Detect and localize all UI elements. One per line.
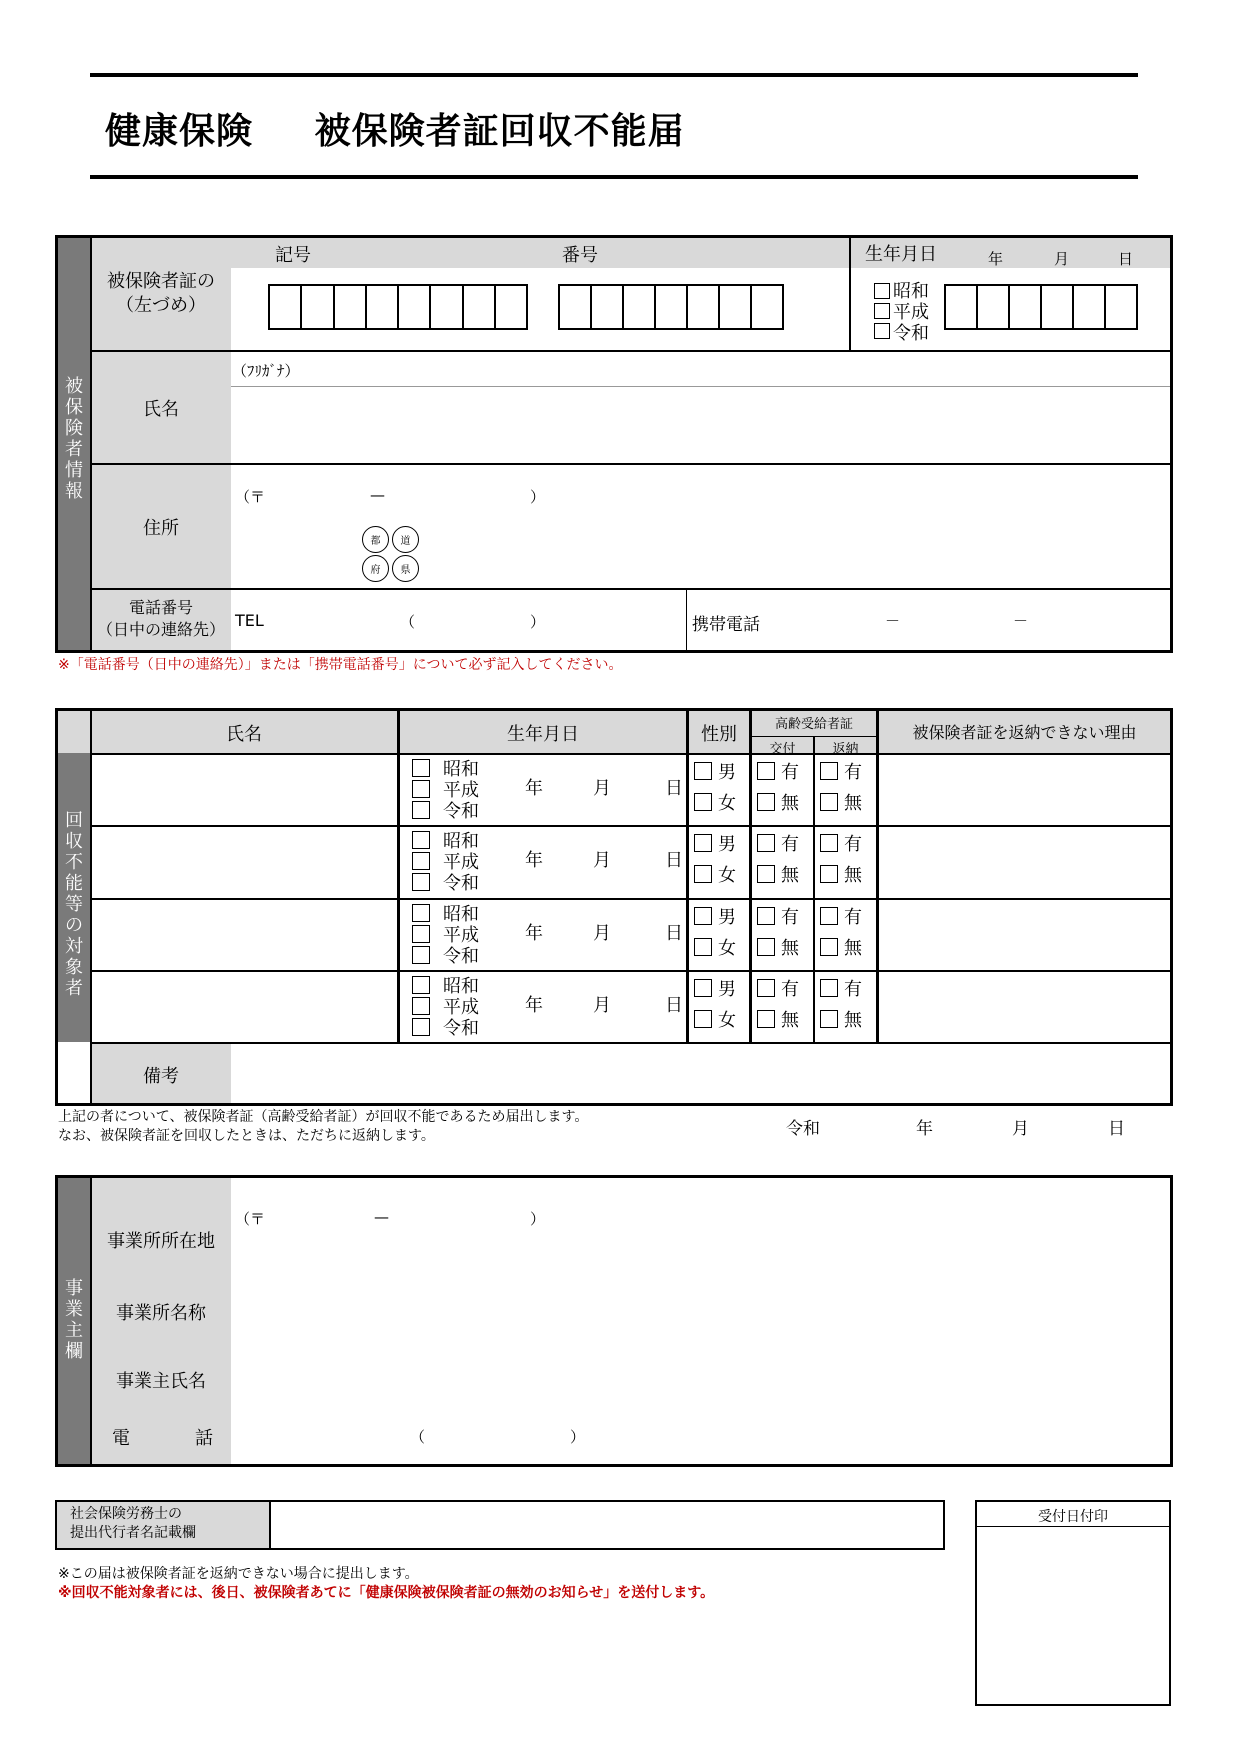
office-name-label: 事業所名称 bbox=[116, 1303, 206, 1324]
col-return-header: 返納 bbox=[832, 742, 859, 757]
note-2: ※回収不能対象者には、後日、被保険者あてに「健康保険被保険者証の無効のお知らせ」を送付します。 bbox=[58, 1585, 715, 1601]
male-checkbox[interactable] bbox=[694, 762, 712, 780]
title-top-rule bbox=[90, 73, 1138, 77]
declaration-line1: 上記の者について、被保険者証（高齢受給者証）が回収不能であるため届出します。 bbox=[58, 1109, 589, 1125]
kigou-input[interactable] bbox=[268, 284, 528, 330]
era-showa: 昭和 bbox=[443, 831, 479, 852]
day-label: 日 bbox=[665, 778, 683, 799]
owner-name-label: 事業主氏名 bbox=[116, 1371, 206, 1392]
birth-month-label: 月 bbox=[1054, 250, 1070, 268]
office-phone-close: ） bbox=[570, 1428, 586, 1446]
title-main: 健康保険 bbox=[105, 111, 254, 152]
male-checkbox[interactable] bbox=[694, 979, 712, 997]
issue-yes-label: 有 bbox=[781, 834, 799, 855]
issue-no-checkbox[interactable] bbox=[757, 865, 775, 883]
target-row-4 bbox=[91, 972, 1170, 1042]
era-heisei: 平成 bbox=[443, 925, 479, 946]
title-bottom-rule bbox=[90, 175, 1138, 179]
target-name-input[interactable] bbox=[91, 827, 396, 897]
office-postal-dash: — bbox=[374, 1208, 389, 1226]
male-checkbox[interactable] bbox=[694, 834, 712, 852]
return-no-checkbox[interactable] bbox=[820, 1010, 838, 1028]
col-elder-header: 高齢受給者証 bbox=[774, 717, 853, 732]
kigou-header: 記号 bbox=[275, 245, 311, 266]
year-label: 年 bbox=[525, 923, 543, 944]
agent-divider bbox=[269, 1502, 271, 1548]
decl-month: 月 bbox=[1012, 1119, 1029, 1139]
owner-name-input[interactable] bbox=[232, 1350, 1168, 1400]
s2-row4-bottom bbox=[91, 1042, 1170, 1044]
bangou-input[interactable] bbox=[558, 284, 784, 330]
col-name-header: 氏名 bbox=[226, 724, 262, 745]
s1-era-heisei-checkbox[interactable] bbox=[874, 303, 890, 319]
decl-year: 年 bbox=[916, 1119, 933, 1139]
issue-yes-checkbox[interactable] bbox=[757, 834, 775, 852]
birth-header: 生年月日 bbox=[865, 244, 937, 265]
col-sex-header: 性別 bbox=[701, 724, 737, 745]
address-postal-close: ） bbox=[530, 488, 546, 506]
month-label: 月 bbox=[593, 850, 611, 871]
month-label: 月 bbox=[593, 778, 611, 799]
era-reiwa: 令和 bbox=[443, 946, 479, 967]
return-no-label: 無 bbox=[844, 938, 862, 959]
declaration-line2: なお、被保険者証を回収したときは、ただちに返納します。 bbox=[58, 1128, 435, 1144]
issue-no-checkbox[interactable] bbox=[757, 793, 775, 811]
s1-furigana-line bbox=[231, 386, 1170, 387]
s2-elder-subline bbox=[750, 736, 876, 737]
month-label: 月 bbox=[593, 995, 611, 1016]
pref-to: 都 bbox=[362, 526, 389, 553]
mobile-hyphen-1: － bbox=[885, 612, 901, 630]
reason-input[interactable] bbox=[880, 755, 1170, 825]
female-label: 女 bbox=[718, 938, 736, 959]
decl-era: 令和 bbox=[786, 1119, 820, 1139]
era-showa: 昭和 bbox=[443, 904, 479, 925]
birth-year-label: 年 bbox=[988, 250, 1004, 268]
return-yes-checkbox[interactable] bbox=[820, 907, 838, 925]
return-no-checkbox[interactable] bbox=[820, 793, 838, 811]
mobile-hyphen-2: － bbox=[1013, 612, 1029, 630]
female-label: 女 bbox=[718, 865, 736, 886]
era-reiwa: 令和 bbox=[443, 873, 479, 894]
return-yes-label: 有 bbox=[844, 834, 862, 855]
return-yes-label: 有 bbox=[844, 979, 862, 1000]
issue-no-label: 無 bbox=[781, 1010, 799, 1031]
s1-era-reiwa: 令和 bbox=[893, 323, 929, 344]
day-label: 日 bbox=[665, 995, 683, 1016]
bangou-header: 番号 bbox=[562, 245, 598, 266]
era-reiwa-checkbox[interactable] bbox=[412, 873, 430, 891]
male-label: 男 bbox=[718, 834, 736, 855]
day-label: 日 bbox=[665, 923, 683, 944]
target-side-label: 回 収 不 能 等 の 対 象 者 bbox=[65, 810, 83, 999]
pref-dou: 道 bbox=[392, 526, 419, 553]
biko-label: 備考 bbox=[143, 1066, 179, 1087]
era-showa-checkbox[interactable] bbox=[412, 759, 430, 777]
s1-era-showa-checkbox[interactable] bbox=[874, 283, 890, 299]
return-yes-checkbox[interactable] bbox=[820, 979, 838, 997]
issue-yes-label: 有 bbox=[781, 762, 799, 783]
target-row-1 bbox=[91, 755, 1170, 825]
female-checkbox[interactable] bbox=[694, 1010, 712, 1028]
tel-label: 電話番号 （日中の連絡先） bbox=[96, 598, 225, 639]
era-reiwa-checkbox[interactable] bbox=[412, 1018, 430, 1036]
return-no-label: 無 bbox=[844, 865, 862, 886]
issue-yes-label: 有 bbox=[781, 979, 799, 1000]
card-label: 被保険者証の （左づめ） bbox=[107, 271, 215, 316]
era-heisei: 平成 bbox=[443, 997, 479, 1018]
era-heisei: 平成 bbox=[443, 780, 479, 801]
card-header-bg bbox=[231, 238, 849, 268]
tel-open-paren: （ bbox=[400, 613, 416, 631]
year-label: 年 bbox=[525, 850, 543, 871]
col-reason-header: 被保険者証を返納できない理由 bbox=[912, 723, 1137, 742]
s1-row2-bottom bbox=[91, 463, 1170, 465]
s1-era-heisei: 平成 bbox=[893, 302, 929, 323]
return-yes-label: 有 bbox=[844, 907, 862, 928]
day-label: 日 bbox=[665, 850, 683, 871]
target-row-3 bbox=[91, 900, 1170, 970]
return-yes-label: 有 bbox=[844, 762, 862, 783]
pref-fu: 府 bbox=[362, 555, 389, 582]
return-no-checkbox[interactable] bbox=[820, 865, 838, 883]
office-phone-label-1: 電 bbox=[112, 1428, 130, 1449]
address-postal-dash: — bbox=[370, 486, 385, 504]
reason-input[interactable] bbox=[880, 900, 1170, 970]
female-label: 女 bbox=[718, 1010, 736, 1031]
tel-input[interactable] bbox=[280, 592, 680, 648]
reception-stamp-box bbox=[975, 1500, 1171, 1706]
pref-ken: 県 bbox=[392, 555, 419, 582]
target-name-input[interactable] bbox=[91, 900, 396, 970]
office-postal-open: （〒 bbox=[235, 1210, 266, 1228]
era-heisei: 平成 bbox=[443, 852, 479, 873]
issue-yes-checkbox[interactable] bbox=[757, 979, 775, 997]
return-no-label: 無 bbox=[844, 793, 862, 814]
era-showa: 昭和 bbox=[443, 976, 479, 997]
s1-era-showa: 昭和 bbox=[893, 281, 929, 302]
male-checkbox[interactable] bbox=[694, 907, 712, 925]
era-showa-checkbox[interactable] bbox=[412, 976, 430, 994]
s1-era-reiwa-checkbox[interactable] bbox=[874, 323, 890, 339]
address-postal-open: （〒 bbox=[235, 488, 266, 506]
issue-no-checkbox[interactable] bbox=[757, 938, 775, 956]
biko-input[interactable] bbox=[232, 1045, 1168, 1101]
office-postal-close: ） bbox=[530, 1210, 546, 1228]
return-yes-checkbox[interactable] bbox=[820, 762, 838, 780]
name-label: 氏名 bbox=[143, 399, 179, 420]
col-birth-header: 生年月日 bbox=[507, 724, 579, 745]
female-label: 女 bbox=[718, 793, 736, 814]
stamp-header-line bbox=[977, 1526, 1169, 1527]
issue-yes-checkbox[interactable] bbox=[757, 907, 775, 925]
issue-no-label: 無 bbox=[781, 865, 799, 886]
era-reiwa: 令和 bbox=[443, 1018, 479, 1039]
stamp-label: 受付日付印 bbox=[1038, 1509, 1108, 1525]
tel-prefix: TEL bbox=[235, 611, 264, 630]
reason-input[interactable] bbox=[880, 827, 1170, 897]
male-label: 男 bbox=[718, 979, 736, 1000]
female-checkbox[interactable] bbox=[694, 938, 712, 956]
reason-input[interactable] bbox=[880, 972, 1170, 1042]
office-name-input[interactable] bbox=[232, 1282, 1168, 1332]
return-no-label: 無 bbox=[844, 1010, 862, 1031]
era-heisei-checkbox[interactable] bbox=[412, 997, 430, 1015]
return-yes-checkbox[interactable] bbox=[820, 834, 838, 852]
name-input[interactable] bbox=[232, 388, 1168, 462]
office-phone-input[interactable] bbox=[232, 1410, 1168, 1460]
issue-no-checkbox[interactable] bbox=[757, 1010, 775, 1028]
insured-info-side-label: 被 保 険 者 情 報 bbox=[65, 376, 83, 502]
col-issue-header: 交付 bbox=[769, 742, 796, 757]
s1-birth-divider bbox=[849, 238, 851, 351]
era-reiwa: 令和 bbox=[443, 801, 479, 822]
note-1: ※この届は被保険者証を返納できない場合に提出します。 bbox=[58, 1566, 419, 1582]
target-name-input[interactable] bbox=[91, 755, 396, 825]
era-showa-checkbox[interactable] bbox=[412, 831, 430, 849]
agent-label: 社会保険労務士の 提出代行者名記載欄 bbox=[70, 1506, 196, 1541]
male-label: 男 bbox=[718, 907, 736, 928]
month-label: 月 bbox=[593, 923, 611, 944]
era-reiwa-checkbox[interactable] bbox=[412, 801, 430, 819]
return-no-checkbox[interactable] bbox=[820, 938, 838, 956]
s1-row3-bottom bbox=[91, 588, 1170, 590]
page-title bbox=[105, 103, 685, 154]
era-heisei-checkbox[interactable] bbox=[412, 780, 430, 798]
era-heisei-checkbox[interactable] bbox=[412, 852, 430, 870]
employer-side-label: 事 業 主 欄 bbox=[65, 1278, 83, 1362]
office-address-input[interactable] bbox=[232, 1230, 1168, 1270]
issue-yes-checkbox[interactable] bbox=[757, 762, 775, 780]
tel-close-paren: ） bbox=[530, 613, 546, 631]
phone-required-note: ※「電話番号（日中の連絡先）」または「携帯電話番号」について必ず記入してください。 bbox=[58, 657, 623, 673]
address-input[interactable] bbox=[430, 515, 1168, 585]
title-sub: 被保険者証回収不能届 bbox=[314, 111, 685, 152]
issue-no-label: 無 bbox=[781, 793, 799, 814]
era-heisei-checkbox[interactable] bbox=[412, 925, 430, 943]
male-label: 男 bbox=[718, 762, 736, 783]
decl-day: 日 bbox=[1108, 1119, 1125, 1139]
era-showa-checkbox[interactable] bbox=[412, 904, 430, 922]
era-showa: 昭和 bbox=[443, 759, 479, 780]
target-name-input[interactable] bbox=[91, 972, 396, 1042]
mobile-label: 携帯電話 bbox=[692, 615, 760, 635]
year-label: 年 bbox=[525, 778, 543, 799]
female-checkbox[interactable] bbox=[694, 793, 712, 811]
issue-no-label: 無 bbox=[781, 938, 799, 959]
furigana-label: （ﾌﾘｶﾞﾅ） bbox=[232, 362, 300, 380]
address-label: 住所 bbox=[143, 518, 179, 539]
s1-tel-divider bbox=[686, 589, 687, 650]
office-address-label: 事業所所在地 bbox=[107, 1231, 215, 1252]
mobile-input[interactable] bbox=[790, 592, 1168, 648]
birth-day-label: 日 bbox=[1118, 250, 1134, 268]
s1-row1-bottom bbox=[91, 350, 1170, 352]
era-reiwa-checkbox[interactable] bbox=[412, 946, 430, 964]
agent-input[interactable] bbox=[272, 1503, 942, 1547]
year-label: 年 bbox=[525, 995, 543, 1016]
issue-yes-label: 有 bbox=[781, 907, 799, 928]
office-phone-open: （ bbox=[410, 1428, 426, 1446]
office-phone-label-2: 話 bbox=[195, 1428, 213, 1449]
female-checkbox[interactable] bbox=[694, 865, 712, 883]
birth-date-input[interactable] bbox=[944, 284, 1138, 330]
target-row-2 bbox=[91, 827, 1170, 897]
